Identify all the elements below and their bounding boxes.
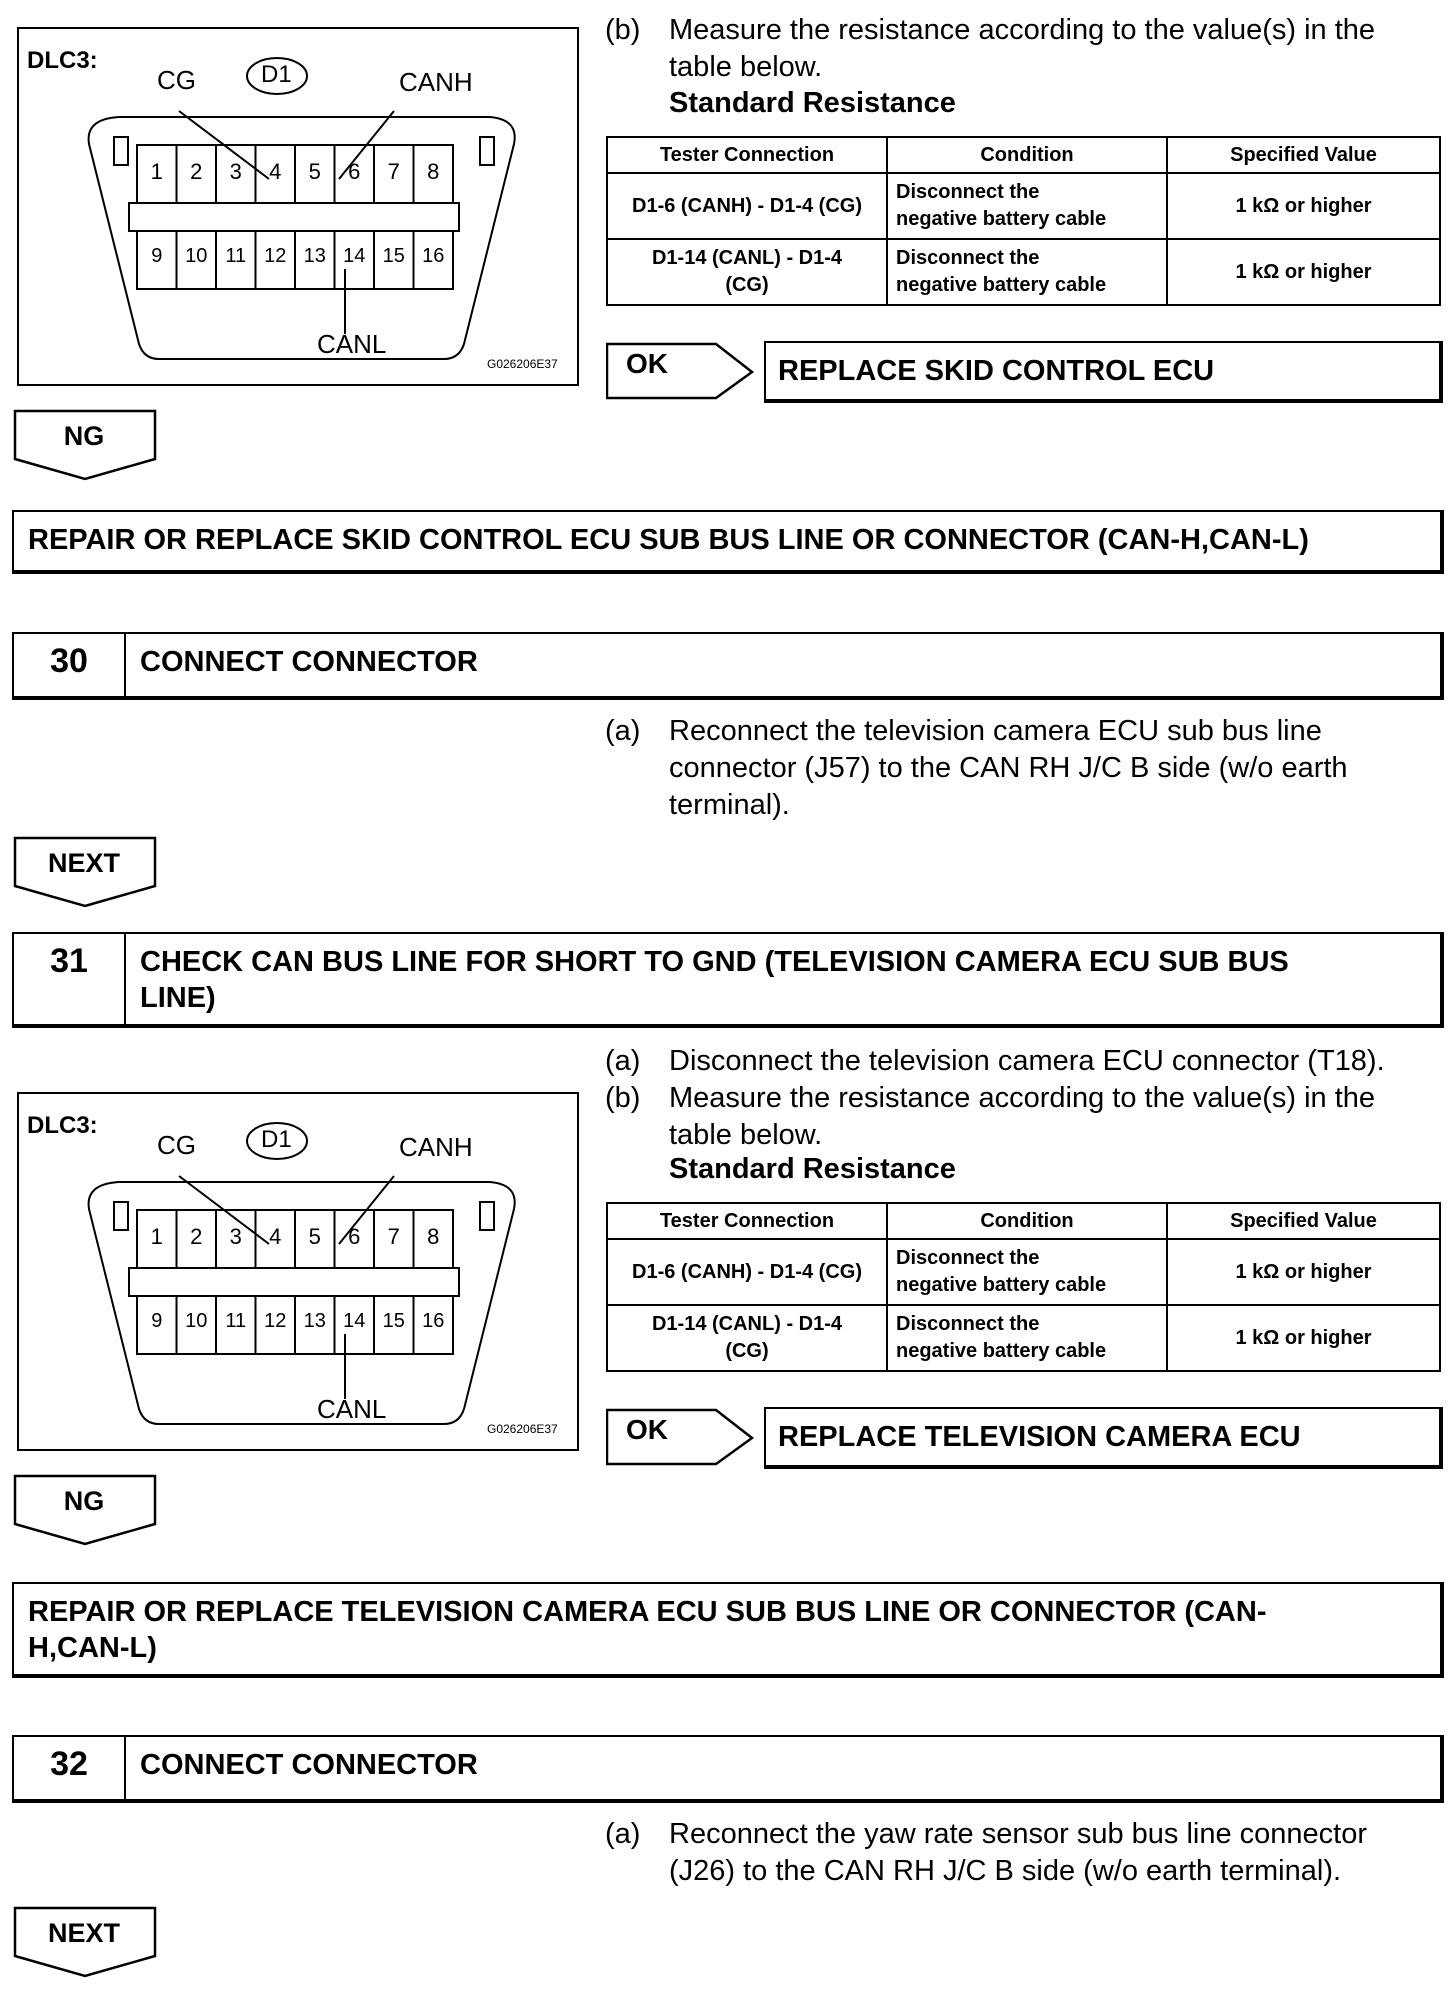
canl-label: CANL (317, 329, 387, 359)
pin-6: 6 (348, 1224, 361, 1249)
pin-15: 15 (382, 245, 405, 267)
step-32-header (12, 1735, 1444, 1803)
next-button[interactable]: NEXT (13, 836, 159, 908)
ok-result-box: REPLACE TELEVISION CAMERA ECU (764, 1407, 1443, 1469)
step-title: CONNECT CONNECTOR (140, 1749, 478, 1781)
pin-8: 8 (427, 159, 440, 184)
pin-13: 13 (303, 245, 326, 267)
table-header-row (607, 1203, 1440, 1239)
table-row: D1-6 (CANH) - D1-4 (CG) Disconnect the negative battery cable 1 kΩ or higher (607, 173, 1440, 239)
table-row: D1-14 (CANL) - D1-4 (CG) Disconnect the negative battery cable 1 kΩ or higher (607, 1305, 1440, 1371)
dlc3-connector-figure (17, 27, 579, 386)
pin-9: 9 (151, 245, 163, 267)
canh-label: CANH (399, 1132, 473, 1162)
pin-1: 1 (150, 159, 163, 184)
table-row: D1-6 (CANH) - D1-4 (CG) Disconnect the negative battery cable 1 kΩ or higher (607, 1239, 1440, 1305)
pin-5: 5 (308, 1224, 321, 1249)
header-specified-value: Specified Value (1167, 137, 1440, 173)
header-condition: Condition (887, 1203, 1167, 1239)
table-header-row (607, 137, 1440, 173)
ok-result-box: REPLACE SKID CONTROL ECU (764, 341, 1443, 403)
repair-skid-control-bar: REPAIR OR REPLACE SKID CONTROL ECU SUB BUS LINE OR CONNECTOR (CAN-H,CAN-L) (12, 510, 1444, 574)
pin-2: 2 (190, 159, 203, 184)
pin-6: 6 (348, 159, 361, 184)
dlc3-connector-drawing (19, 1094, 577, 1449)
canl-label: CANL (317, 1394, 387, 1424)
header-tester-connection: Tester Connection (607, 1203, 887, 1239)
step-number: 32 (14, 1737, 126, 1799)
header-tester-connection: Tester Connection (607, 137, 887, 173)
next-button[interactable]: NEXT (13, 1906, 159, 1978)
pin-4: 4 (269, 1224, 282, 1249)
figure-code: G026206E37 (487, 1422, 558, 1436)
pin-15: 15 (382, 1310, 405, 1332)
pin-7: 7 (387, 159, 400, 184)
pin-14: 14 (343, 1310, 366, 1332)
pin-1: 1 (150, 1224, 163, 1249)
pin-3: 3 (229, 1224, 242, 1249)
ng-button[interactable]: NG (13, 1474, 159, 1546)
instruction-a: (a) Reconnect the television camera ECU sub bus line connector (J57) to the CAN RH J/C B side (w/o earth terminal). (605, 715, 1348, 821)
pin-16: 16 (422, 1310, 445, 1332)
ng-button[interactable]: NG (13, 409, 159, 481)
dlc3-connector-figure (17, 1092, 579, 1451)
instruction-a: (a) Disconnect the television camera ECU connector (T18). (605, 1045, 1385, 1077)
instruction-b: (b) Measure the resistance according to the value(s) in the table below. (605, 1082, 1376, 1151)
pin-10: 10 (185, 1310, 208, 1332)
header-specified-value: Specified Value (1167, 1203, 1440, 1239)
cg-label: CG (157, 65, 196, 95)
header-condition: Condition (887, 137, 1167, 173)
ok-arrow[interactable]: OK (606, 1406, 756, 1466)
pin-10: 10 (185, 245, 208, 267)
pin-8: 8 (427, 1224, 440, 1249)
dlc3-connector-drawing (19, 29, 577, 384)
d1-label: D1 (261, 61, 292, 88)
pin-3: 3 (229, 159, 242, 184)
pin-11: 11 (225, 245, 247, 267)
pin-5: 5 (308, 159, 321, 184)
figure-code: G026206E37 (487, 357, 558, 371)
repair-television-camera-bar: REPAIR OR REPLACE TELEVISION CAMERA ECU SUB BUS LINE OR CONNECTOR (CAN- H,CAN-L) (12, 1582, 1444, 1678)
ok-arrow[interactable]: OK (606, 340, 756, 400)
instruction-a: (a) Reconnect the yaw rate sensor sub bus line connector (J26) to the CAN RH J/C B side (w/o earth terminal). (605, 1818, 1368, 1887)
pin-13: 13 (303, 1310, 326, 1332)
step-title: CHECK CAN BUS LINE FOR SHORT TO GND (TELEVISION CAMERA ECU SUB BUS LINE) (140, 946, 1289, 1014)
pin-4: 4 (269, 159, 282, 184)
pin-16: 16 (422, 245, 445, 267)
dlc3-label: DLC3: (27, 47, 98, 74)
dlc3-label: DLC3: (27, 1112, 98, 1139)
table-row: D1-14 (CANL) - D1-4 (CG) Disconnect the negative battery cable 1 kΩ or higher (607, 239, 1440, 305)
pin-12: 12 (264, 1310, 287, 1332)
step-number: 31 (14, 934, 126, 1024)
standard-resistance-title: Standard Resistance (669, 1153, 956, 1185)
canh-label: CANH (399, 67, 473, 97)
cg-label: CG (157, 1130, 196, 1160)
step-30-header (12, 632, 1444, 700)
pin-9: 9 (151, 1310, 163, 1332)
step-title: CONNECT CONNECTOR (140, 646, 478, 678)
pin-2: 2 (190, 1224, 203, 1249)
standard-resistance-title: Standard Resistance (669, 87, 956, 119)
step-31-header (12, 932, 1444, 1028)
instruction-b: (b) Measure the resistance according to the value(s) in the table below. (605, 14, 1376, 83)
pin-11: 11 (225, 1310, 247, 1332)
step-number: 30 (14, 634, 126, 696)
d1-label: D1 (261, 1126, 292, 1153)
resistance-table (606, 136, 1441, 306)
pin-12: 12 (264, 245, 287, 267)
pin-7: 7 (387, 1224, 400, 1249)
pin-14: 14 (343, 245, 366, 267)
resistance-table (606, 1202, 1441, 1372)
